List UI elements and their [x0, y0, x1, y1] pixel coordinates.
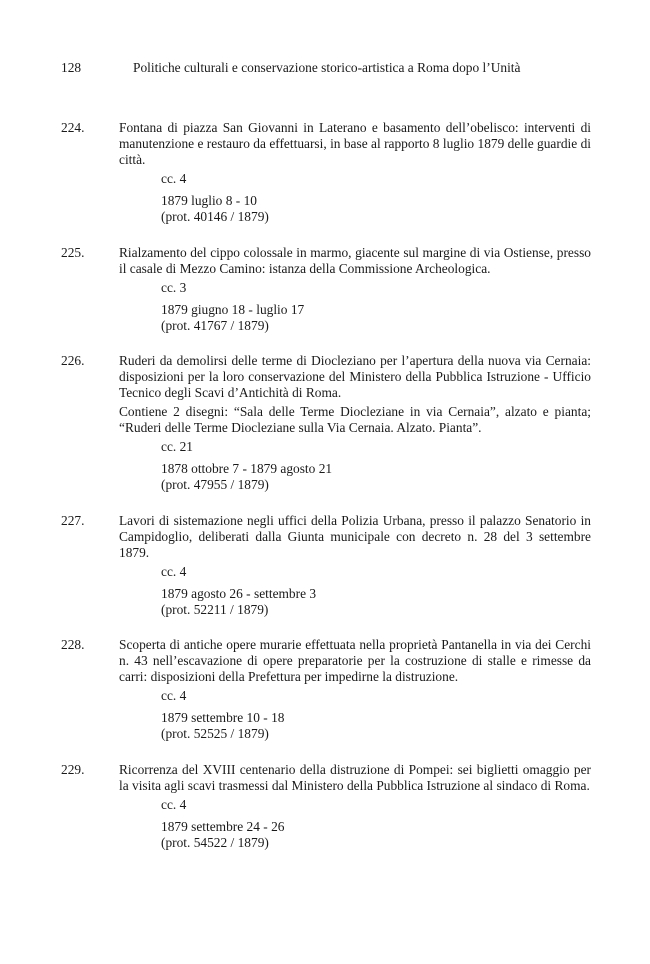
- entry-description: Ricorrenza del XVIII centenario della distruzione di Pompei: sei biglietti omaggio per la visita agli scavi trasmessi dal Ministero della Pubblica Istruzione al sindaco di Roma.: [119, 761, 591, 793]
- running-title: Politiche culturali e conservazione storico-artistica a Roma dopo l’Unità: [133, 60, 521, 75]
- entry-sheet-count: cc. 4: [161, 563, 187, 579]
- catalog-entry: [61, 762, 591, 851]
- entry-sheet-count: cc. 4: [161, 796, 187, 812]
- catalog-entries: [61, 120, 591, 870]
- catalog-entry: [61, 353, 591, 493]
- entry-date-range: 1879 settembre 10 - 18: [161, 710, 285, 725]
- catalog-entry: [61, 245, 591, 334]
- entry-description: Lavori di sistemazione negli uffici della Polizia Urbana, presso il palazzo Senatorio in Campidoglio, deliberati dalla Giunta municipale con decreto n. 28 del 3 settembre 1879.: [119, 512, 591, 560]
- entry-protocol: (prot. 41767 / 1879): [161, 317, 269, 333]
- entry-description: Rialzamento del cippo colossale in marmo, giacente sul margine di via Ostiense, presso il casale di Mezzo Camino: istanza della Commissione Archeologica.: [119, 244, 591, 276]
- entry-sheet-count: cc. 4: [161, 171, 187, 186]
- catalog-entry: [61, 637, 591, 742]
- entry-date-range: 1879 agosto 26 - settembre 3: [161, 585, 317, 601]
- entry-number: 226.: [61, 353, 85, 368]
- page-number: 128: [61, 60, 82, 75]
- entry-protocol: (prot. 40146 / 1879): [161, 209, 269, 224]
- entry-protocol: (prot. 47955 / 1879): [161, 477, 269, 492]
- entry-description: Fontana di piazza San Giovanni in Laterano e basamento dell’obelisco: interventi di manutenzione e restauro da effettuarsi, in base al rapporto 8 luglio 1879 delle guardie di città.: [119, 120, 591, 167]
- entry-sheet-count: cc. 21: [161, 439, 193, 454]
- entry-protocol: (prot. 54522 / 1879): [161, 834, 269, 850]
- entry-description: Ruderi da demolirsi delle terme di Diocleziano per l’apertura della nuova via Cernaia: disposizioni per la loro conservazione del Ministero della Pubblica Istruzione - Ufficio Tecnico degli Scavi d’Antichità di Roma.: [119, 353, 591, 400]
- entry-description: Scoperta di antiche opere murarie effettuata nella proprietà Pantanella in via dei Cerchi n. 43 nell’escavazione di opere preparatorie per la costruzione di stalle e rimesse da carri: disposizioni della Prefettura per impedirne la distruzione.: [119, 637, 591, 684]
- entry-date-range: 1879 giugno 18 - luglio 17: [161, 301, 305, 317]
- entry-number: 228.: [61, 637, 85, 652]
- catalog-entry: [61, 513, 591, 618]
- catalog-entry: [61, 120, 591, 225]
- entry-sheet-count: cc. 3: [161, 279, 187, 295]
- entry-number: 224.: [61, 120, 85, 135]
- entry-protocol: (prot. 52211 / 1879): [161, 601, 269, 617]
- entry-date-range: 1879 luglio 8 - 10: [161, 193, 257, 208]
- entry-sheet-count: cc. 4: [161, 688, 187, 703]
- entry-number: 227.: [61, 512, 85, 528]
- entry-protocol: (prot. 52525 / 1879): [161, 726, 269, 741]
- entry-number: 225.: [61, 244, 85, 260]
- entry-date-range: 1878 ottobre 7 - 1879 agosto 21: [161, 461, 333, 476]
- entry-note: Contiene 2 disegni: “Sala delle Terme Diocleziane in via Cernaia”, alzato e pianta; “Ruderi delle Terme Diocleziane sulla Via Cernaia. Alzato. Pianta”.: [119, 404, 591, 435]
- entry-date-range: 1879 settembre 24 - 26: [161, 818, 285, 834]
- entry-number: 229.: [61, 761, 85, 777]
